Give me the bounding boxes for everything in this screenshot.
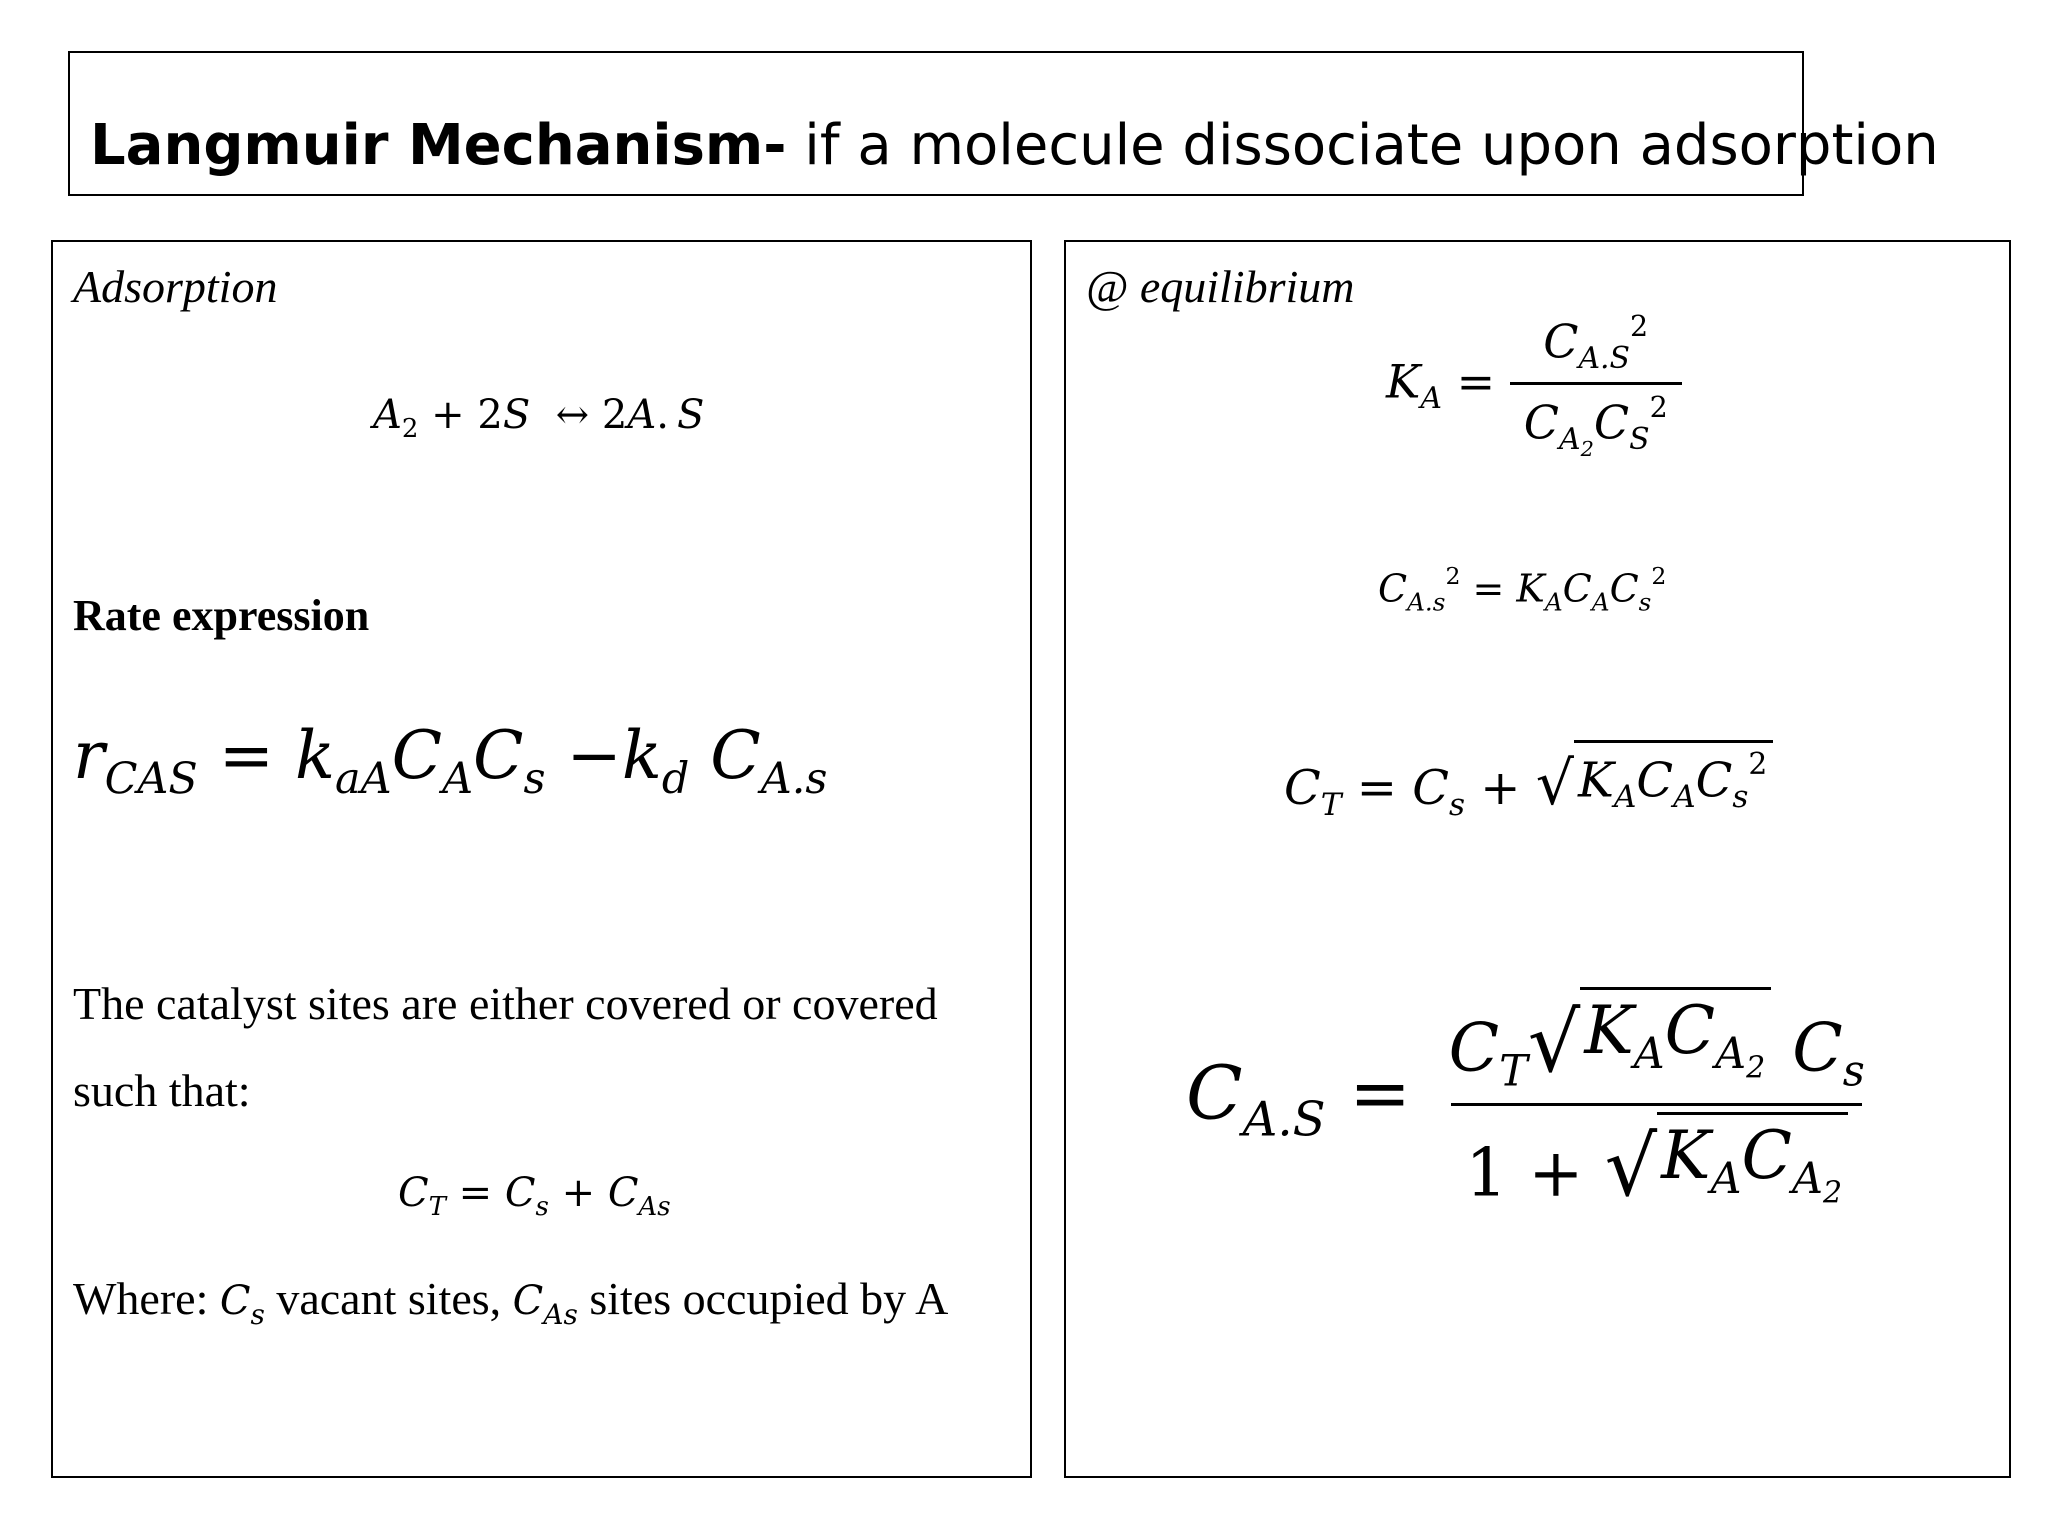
catalyst-text-line1: The catalyst sites are either covered or covered [73, 978, 938, 1029]
where-definition: Where: $C_s$ vacant sites, $C_{As}$ sites occupied by A [73, 1273, 949, 1331]
title-box [68, 51, 1939, 196]
equilibrium-heading: @ equilibrium [1086, 261, 1355, 312]
occupied-sites-squared-equation: $C_{A.s}^2 = K_AC_AC_s^2$ [1378, 562, 1667, 617]
title-rest: if a molecule dissociate upon adsorption [786, 113, 1939, 178]
adsorption-reaction-equation: $A_2 + 2S$ ↔ 2A. S [373, 392, 705, 445]
adsorption-panel [51, 240, 1032, 1478]
rate-equation: $r_{CAS} = k_{aA}C_AC_s -k_d$ $C_{A.s}$ [73, 717, 828, 804]
title-bold: Langmuir Mechanism- [90, 113, 787, 178]
where-vacant-text: vacant sites, [264, 1273, 513, 1324]
equilibrium-panel [1064, 240, 2011, 1478]
adsorption-heading: Adsorption [73, 261, 278, 312]
square-root-expression: √ $K_AC_AC_s^2$ [1536, 740, 1774, 814]
final-coverage-equation: $C_{A.S}$ = $C_T$ √ $K_AC_{A_2}$ $C_s$ 1 + √ $K_AC_{A_2}$ [1186, 987, 1879, 1211]
total-sites-equation: $C_T = C_s$ + √ $K_AC_AC_s^2$ [1284, 740, 1773, 823]
equilibrium-constant-equation: $K_A$ = $\frac{C_{A.S}^2}{C_{A_2}C_S^2}$ [1386, 310, 1682, 461]
where-occupied-text: sites occupied by A [577, 1273, 949, 1324]
site-balance-equation: $C_T = C_s + C_{As}$ [398, 1170, 671, 1223]
page-title [90, 113, 1939, 178]
where-label: Where: [73, 1273, 220, 1324]
rate-expression-heading: Rate expression [73, 591, 370, 640]
catalyst-text-line2: such that: [73, 1065, 251, 1116]
